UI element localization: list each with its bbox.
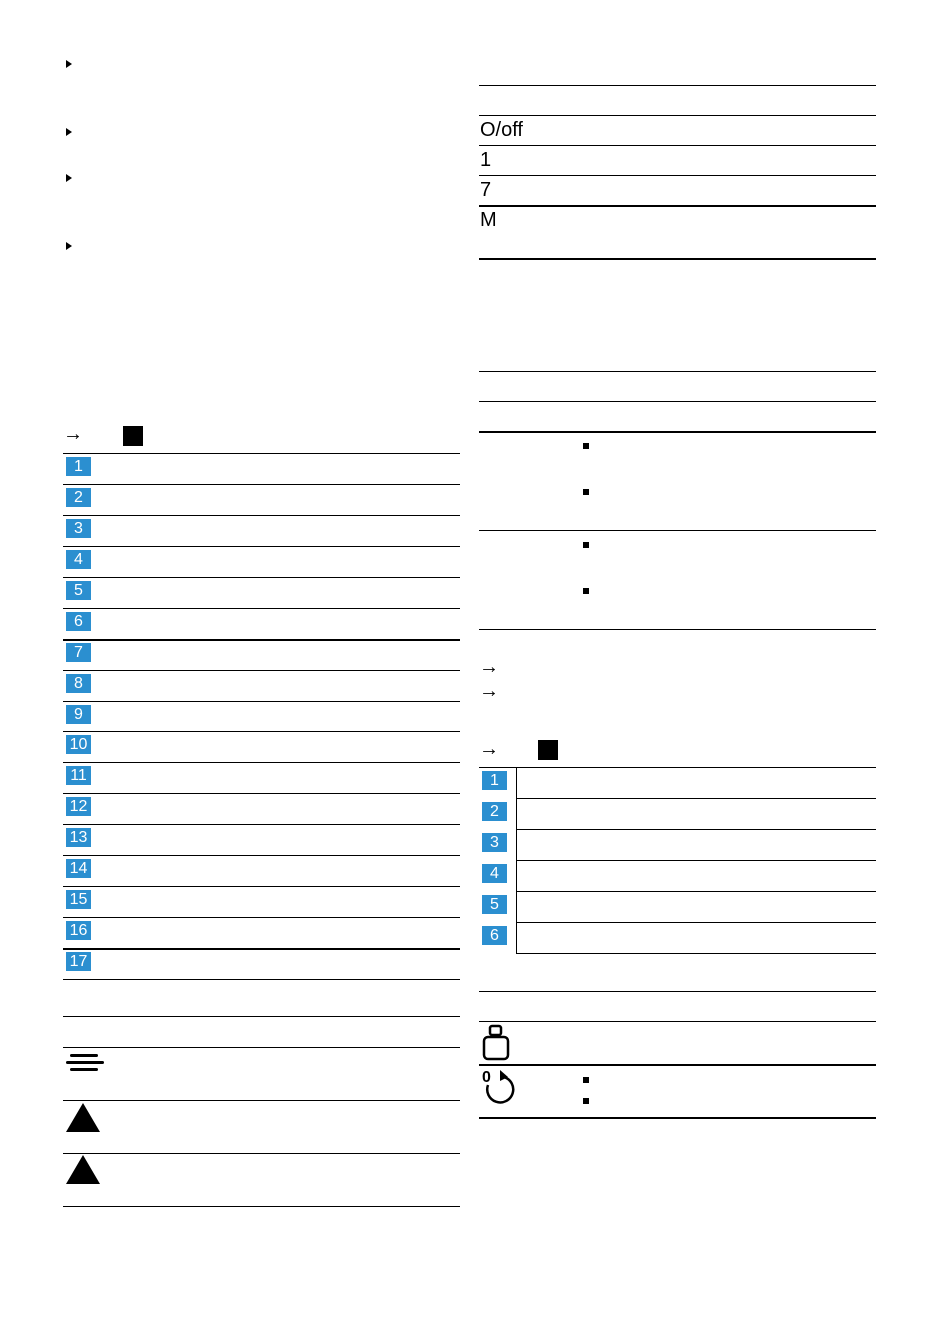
square-bullet-icon [583,542,589,548]
warning-triangle-icon [66,1103,100,1132]
divider [479,767,876,768]
divider [63,1047,460,1048]
divider [63,855,460,856]
square-bullet-icon [583,443,589,449]
part-number-badge: 3 [66,519,91,538]
divider [63,886,460,887]
part-number-badge: 6 [482,926,507,945]
steam-lines-icon [66,1053,104,1075]
divider [516,860,876,861]
divider [516,829,876,830]
arrow-right-icon: → [479,680,499,702]
part-number-badge: 10 [66,735,91,754]
part-number-badge: 2 [66,488,91,507]
part-number-badge: 16 [66,921,91,940]
page-reference-box [123,426,143,446]
rotate-icon [480,1067,518,1107]
divider [63,793,460,794]
divider [479,258,876,260]
divider [63,577,460,578]
divider [479,85,876,86]
divider [479,991,876,992]
control-label-m: M [480,209,497,231]
square-bullet-icon [583,588,589,594]
divider [63,515,460,516]
page-reference-box [538,740,558,760]
arrow-right-icon: → [479,738,499,760]
divider [63,1100,460,1101]
divider [479,431,876,433]
part-number-badge: 5 [482,895,507,914]
divider [63,1153,460,1154]
divider [479,1021,876,1022]
part-number-badge: 13 [66,828,91,847]
divider [63,670,460,671]
divider [63,1016,460,1017]
part-number-badge: 9 [66,705,91,724]
arrow-right-icon: → [63,423,83,445]
part-number-badge: 8 [66,674,91,693]
triangle-bullet-icon [66,60,72,68]
divider [516,922,876,923]
divider [516,798,876,799]
divider [63,546,460,547]
divider [516,953,876,954]
divider [479,1117,876,1119]
control-label-7: 7 [480,179,492,201]
part-number-badge: 7 [66,643,91,662]
part-number-badge: 15 [66,890,91,909]
divider [479,530,876,531]
divider [479,145,876,146]
control-label-off: O/off [480,119,523,141]
divider [63,917,460,918]
part-number-badge: 14 [66,859,91,878]
part-number-badge: 11 [66,766,91,785]
divider [479,205,876,207]
divider [63,484,460,485]
divider [63,608,460,609]
part-number-badge: 1 [66,457,91,476]
warning-triangle-icon [66,1155,100,1184]
control-label-1: 1 [480,149,492,171]
divider [63,639,460,641]
part-number-badge: 4 [66,550,91,569]
svg-text:0: 0 [482,1069,491,1086]
part-number-badge: 3 [482,833,507,852]
divider [516,891,876,892]
divider [63,453,460,454]
divider [479,175,876,176]
divider [63,701,460,702]
divider [479,371,876,372]
divider [63,979,460,980]
divider [479,115,876,116]
triangle-bullet-icon [66,174,72,182]
part-number-badge: 5 [66,581,91,600]
square-bullet-icon [583,489,589,495]
part-number-badge: 12 [66,797,91,816]
divider [63,762,460,763]
divider [63,824,460,825]
arrow-right-icon: → [479,656,499,678]
part-number-badge: 4 [482,864,507,883]
divider [479,1064,876,1066]
divider [63,731,460,732]
triangle-bullet-icon [66,128,72,136]
vertical-divider [516,767,517,953]
divider [63,1206,460,1207]
square-bullet-icon [583,1098,589,1104]
divider [479,629,876,630]
divider [63,948,460,950]
divider [479,401,876,402]
weight-icon [481,1024,511,1062]
part-number-badge: 6 [66,612,91,631]
part-number-badge: 1 [482,771,507,790]
square-bullet-icon [583,1077,589,1083]
part-number-badge: 17 [66,952,91,971]
part-number-badge: 2 [482,802,507,821]
triangle-bullet-icon [66,242,72,250]
